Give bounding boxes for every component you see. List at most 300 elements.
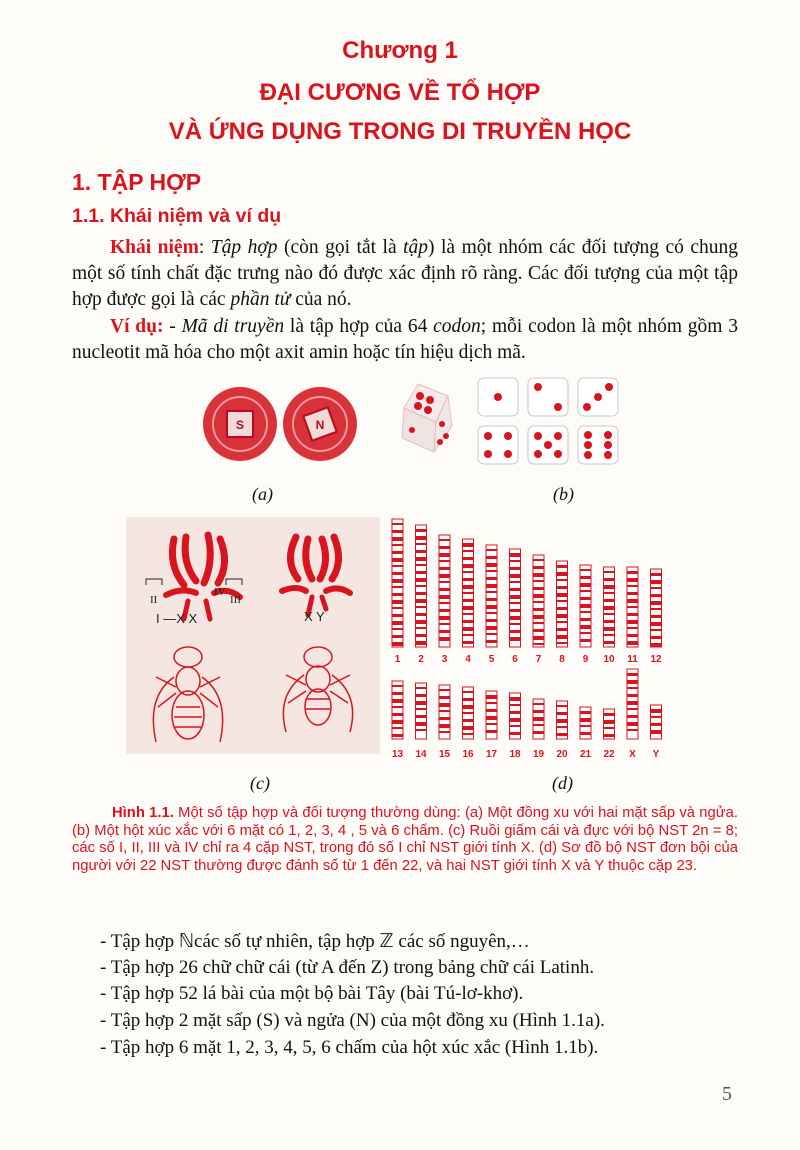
chromosome-band <box>486 619 497 622</box>
chromosome-band <box>439 609 450 612</box>
karyotype-top-chromosome-label: 11 <box>627 654 638 665</box>
concept-paragraph <box>72 235 738 313</box>
chromosome-band <box>463 719 474 722</box>
chromosome-band <box>416 627 427 629</box>
chromosome-band <box>392 600 403 604</box>
caption-text: Một số tập hợp và đối tượng thường dùng: (a) Một đồng xu với hai mặt sấp và ngửa. (b) Một hột xúc xắc với 6 mặt có 1, 2, 3, 4 , 5 và 6 chấm. (c) Ruồi giấm cái và đực với bộ NST 2n = 8; các số I, II, III và IV chỉ ra 4 cặp NST, trong đó số I chỉ NST giới tính X. (d) Sơ đồ bộ NST đơn bội của người với 22 NST thường được đánh số từ 1 đến 22, và hai NST giới tính X và Y thuộc cặp 23. <box>72 805 738 874</box>
chromosome-band <box>486 640 497 643</box>
chromosome-band <box>463 698 474 701</box>
chromosome-band <box>627 680 638 684</box>
chromosome-band <box>463 641 474 644</box>
chromosome-band <box>580 611 591 613</box>
chromosome-band <box>604 627 615 631</box>
chromosome-band <box>486 584 497 588</box>
chromosome-band <box>604 606 615 610</box>
chromosome-band <box>416 606 427 608</box>
chromosome-band <box>510 623 521 625</box>
chromosome-band <box>486 591 497 593</box>
karyotype-bottom-chromosome-label: 20 <box>556 749 568 760</box>
chromosome-band <box>627 613 638 616</box>
chromosome-band <box>392 593 403 596</box>
chromosome-band <box>651 601 662 605</box>
chromosome-band <box>486 716 497 720</box>
chromosome-band <box>627 708 638 710</box>
caption-label: Hình 1.1. <box>112 805 174 821</box>
chromosome-band <box>627 729 638 731</box>
chromosome-band <box>392 614 403 617</box>
chromosome-band <box>533 724 544 726</box>
list-item: - Tập hợp 26 chữ chữ cái (từ A đến Z) trong bảng chữ cái Latinh. <box>100 957 595 978</box>
list-item: - Tập hợp ℕcác số tự nhiên, tập hợp ℤ các số nguyên,… <box>100 931 530 952</box>
subsection-title: 1.1. Khái niệm và ví dụ <box>72 205 282 227</box>
chromosome-band <box>416 641 427 645</box>
chromosome-band <box>416 529 427 532</box>
chromosome-band <box>416 708 427 710</box>
chromosome-band <box>510 704 521 706</box>
chromosome-band <box>392 720 403 724</box>
chromosome-band <box>486 577 497 580</box>
chrom-xx-label: I —X X <box>156 611 198 626</box>
karyotype-bottom-chromosome-label: 15 <box>438 749 451 760</box>
chromosome-band <box>486 549 497 551</box>
chromosome-band <box>416 585 427 587</box>
concept-text-4: của nó. <box>290 289 352 310</box>
chromosome-band <box>651 709 662 713</box>
chromosome-band <box>557 712 568 715</box>
concept-term-short: tập <box>403 237 429 258</box>
chromosome-band <box>557 593 568 597</box>
karyotype-top-chromosome-label: 12 <box>650 654 662 665</box>
chromosome-band <box>557 565 568 568</box>
chromosome-band <box>580 597 591 600</box>
chromosome-band <box>604 641 615 644</box>
concept-term-element: phần tử <box>230 289 291 310</box>
karyotype-bottom-chromosome-label: 16 <box>462 749 474 760</box>
chromosome-band <box>510 616 521 620</box>
chromosome-band <box>510 609 521 612</box>
chromosome-band <box>416 701 427 705</box>
chromosome-band <box>604 720 615 724</box>
example-term-code: Mã di truyền <box>181 316 285 337</box>
concept-text-3: ) là một nhóm các đối tượng có chung một số tính chất đặc trưng nào đó được xác định rõ ràng. Các đối tượng của một tập hợp được gọi là các <box>72 237 739 310</box>
chromosome-band <box>416 557 427 561</box>
chromosome-band <box>557 719 568 723</box>
chromosome-band <box>533 636 544 640</box>
chromosome-band <box>463 634 474 636</box>
chromosome-band <box>392 635 403 638</box>
karyotype-bottom-chromosome-label: 14 <box>415 749 427 760</box>
chromosome-band <box>533 594 544 598</box>
chromosome-band <box>392 579 403 583</box>
chromosome-band <box>439 560 450 562</box>
chromosome-band <box>557 621 568 623</box>
chromosome-band <box>627 701 638 705</box>
chromosome-band <box>627 722 638 726</box>
chromosome-band <box>439 703 450 707</box>
chromosome-band <box>580 711 591 714</box>
figure-label-b: (b) <box>553 484 574 504</box>
chromosome-band <box>533 731 544 734</box>
chromosome-band <box>651 629 662 631</box>
chromosome-band <box>533 559 544 561</box>
chromosome-band <box>557 726 568 728</box>
chromosome-band <box>604 585 615 589</box>
chromosome-band <box>486 695 497 699</box>
chromosome-band <box>439 588 450 591</box>
chromosome-band <box>557 607 568 610</box>
chromosome-band <box>651 587 662 589</box>
chromosome-band <box>510 581 521 583</box>
chromosome-band <box>416 694 427 697</box>
chromosome-band <box>533 710 544 713</box>
chromosome-band <box>463 613 474 615</box>
chromosome-band <box>416 722 427 726</box>
chromosome-band <box>439 616 450 620</box>
chromosome-band <box>510 588 521 591</box>
chromosome-band <box>463 733 474 735</box>
chromosome-band <box>416 715 427 718</box>
example-text-2: là tập hợp của 64 <box>284 316 434 337</box>
example-text-3: ; mỗi codon là một nhóm gồm 3 nucleotit mã hóa cho một axit amin hoặc tín hiệu dịch mã. <box>72 316 738 363</box>
chromosome-band <box>627 673 638 676</box>
chromosome-band <box>416 620 427 624</box>
chromosome-band <box>557 600 568 602</box>
example-paragraph <box>72 314 738 366</box>
chapter-title-line2: VÀ ỨNG DỤNG TRONG DI TRUYỀN HỌC <box>168 118 632 145</box>
chromosome-band <box>392 706 403 708</box>
chromosome-band <box>439 630 450 633</box>
chromosome-band <box>416 536 427 540</box>
chromosome-band <box>604 727 615 729</box>
chromosome-band <box>392 607 403 609</box>
chromosome-band <box>510 560 521 562</box>
chromosome-band <box>392 586 403 588</box>
chromosome-band <box>439 710 450 712</box>
chromosome-band <box>463 557 474 560</box>
karyotype-bottom-chromosome-label: Y <box>652 749 660 760</box>
chromosome-band <box>627 627 638 629</box>
dice-illustration <box>390 376 630 468</box>
chromosome-band <box>392 565 403 567</box>
chromosome-band <box>439 724 450 728</box>
karyotype-bottom-chromosome-label: 17 <box>485 749 498 760</box>
chromosome-band <box>392 713 403 716</box>
chromosome-band <box>580 725 591 727</box>
chromosome-band <box>604 571 615 573</box>
karyotype-top-chromosome-label: 9 <box>582 654 589 665</box>
chromosome-band <box>651 636 662 639</box>
chromosome-band <box>557 635 568 639</box>
section-title: 1. TẬP HỢP <box>72 169 202 195</box>
chromosome-band <box>557 579 568 581</box>
chromosome-band <box>416 564 427 566</box>
chromosome-band <box>392 692 403 695</box>
chromosome-band <box>486 570 497 572</box>
chromosome-band <box>439 696 450 699</box>
chromosome-band <box>486 626 497 630</box>
karyotype-top-chromosome-label: 5 <box>488 654 495 665</box>
chromosome-band <box>533 587 544 590</box>
chromosome-band <box>510 637 521 641</box>
chromosome-band <box>392 551 403 554</box>
chromosome-band <box>486 598 497 601</box>
chromosome-band <box>486 702 497 704</box>
chromosome-band <box>510 595 521 599</box>
chromosome-band <box>416 550 427 553</box>
chromosome-band <box>463 726 474 730</box>
chromosome-band <box>392 544 403 546</box>
chromosome-band <box>580 618 591 621</box>
chromosome-band <box>604 613 615 615</box>
chromosome-band <box>627 634 638 637</box>
chromosome-band <box>510 630 521 633</box>
chromosome-band <box>533 573 544 577</box>
chromosome-band <box>463 550 474 552</box>
chromosome-band <box>416 571 427 574</box>
chromosome-band <box>627 599 638 603</box>
chromosome-band <box>463 564 474 568</box>
chromosome-band <box>439 602 450 604</box>
chromosome-band <box>604 713 615 716</box>
chromosome-band <box>604 599 615 602</box>
chromosome-band <box>651 615 662 618</box>
chromosome-band <box>533 615 544 619</box>
chromosome-band <box>439 567 450 570</box>
chromosome-band <box>392 628 403 630</box>
chrom-iv-label: IV <box>214 586 226 598</box>
chromosome-band <box>416 687 427 689</box>
chromosome-band <box>486 556 497 559</box>
chromosome-band <box>627 578 638 582</box>
chromosome-band <box>651 716 662 718</box>
chromosome-band <box>486 730 497 733</box>
chromosome-band <box>627 585 638 587</box>
chromosome-band <box>580 718 591 722</box>
chromosome-band <box>627 641 638 645</box>
chrom-ii-label: II <box>150 594 158 606</box>
chapter-label: Chương 1 <box>342 37 458 64</box>
list-item: - Tập hợp 52 lá bài của một bộ bài Tây (bài Tú-lơ-khơ). <box>100 983 524 1004</box>
chromosome-band <box>580 625 591 629</box>
chromosome-band <box>463 571 474 573</box>
chromosome-band <box>651 594 662 597</box>
chromosome-band <box>463 599 474 602</box>
chromosome-band <box>557 705 568 707</box>
coin-s-text: S <box>235 418 245 432</box>
chromosome-band <box>392 685 403 687</box>
karyotype-top-chromosome-label: 1 <box>394 654 401 665</box>
coin-illustration <box>200 380 370 468</box>
figure-label-d: (d) <box>552 773 573 793</box>
chromosome-band <box>416 729 427 731</box>
karyotype-figure <box>384 517 684 767</box>
concept-text-2: (còn gọi tắt là <box>277 237 404 258</box>
chromosome-band <box>604 734 615 737</box>
chromosome-band <box>533 717 544 721</box>
karyotype-bottom-chromosome-label: 18 <box>509 749 521 760</box>
chromosome-band <box>486 723 497 725</box>
chromosome-band <box>533 629 544 632</box>
karyotype-bottom-chromosome <box>392 681 403 739</box>
chromosome-band <box>392 699 403 703</box>
chromosome-band <box>651 643 662 647</box>
karyotype-top-chromosome-label: 3 <box>441 654 448 665</box>
chromosome-band <box>439 574 450 578</box>
figure-label-a: (a) <box>252 484 273 504</box>
chromosome-band <box>439 581 450 583</box>
chromosome-band <box>463 606 474 610</box>
list-item: - Tập hợp 2 mặt sấp (S) và ngửa (N) của một đồng xu (Hình 1.1a). <box>100 1010 605 1031</box>
chromosome-band <box>416 613 427 616</box>
karyotype-top-chromosome-label: 10 <box>603 654 615 665</box>
chromosome-band <box>463 620 474 623</box>
chromosome-band <box>392 530 403 533</box>
chromosome-band <box>392 523 403 525</box>
chromosome-band <box>510 602 521 604</box>
concept-text-1: : <box>198 237 211 258</box>
chromosome-band <box>486 709 497 712</box>
chromosome-band <box>580 583 591 587</box>
chromosome-band <box>557 614 568 618</box>
karyotype-top-chromosome-label: 4 <box>465 654 471 665</box>
chromosome-band <box>439 717 450 720</box>
concept-label: Khái niệm <box>110 237 199 258</box>
chapter-title-line1: ĐẠI CƯƠNG VỀ TỔ HỢP <box>259 79 541 106</box>
chromosome-band <box>392 558 403 562</box>
coin-n-text: N <box>315 418 325 432</box>
chromosome-band <box>486 605 497 609</box>
chromosome-band <box>580 604 591 608</box>
chromosome-band <box>533 601 544 603</box>
chromosome-band <box>557 572 568 576</box>
chromosome-band <box>580 590 591 592</box>
karyotype-top-chromosome-label: 2 <box>418 654 424 665</box>
chromosome-band <box>416 543 427 545</box>
chromosome-band <box>533 643 544 645</box>
chromosome-band <box>533 580 544 582</box>
chromosome-band <box>651 580 662 584</box>
chromosome-band <box>392 537 403 541</box>
chromosome-band <box>510 574 521 578</box>
karyotype-bottom-chromosome-label: X <box>629 749 636 760</box>
chromosome-band <box>463 627 474 631</box>
chromosome-band <box>392 727 403 729</box>
chromosome-band <box>439 623 450 625</box>
karyotype-top-chromosome-label: 7 <box>535 654 542 665</box>
example-term-codon: codon <box>433 316 481 337</box>
chrom-xy-label: X Y <box>304 609 325 624</box>
chromosome-band <box>627 687 638 689</box>
chromosome-band <box>439 553 450 557</box>
page-number: 5 <box>722 1083 732 1105</box>
chromosome-band <box>486 612 497 614</box>
chromosome-band <box>439 731 450 733</box>
chromosome-band <box>533 703 544 705</box>
chromosome-band <box>510 725 521 727</box>
chromosome-band <box>392 621 403 625</box>
chromosome-band <box>580 576 591 579</box>
karyotype-bottom-chromosome-label: 22 <box>603 749 615 760</box>
concept-term-set: Tập hợp <box>210 237 278 258</box>
karyotype-top-chromosome-label: 8 <box>559 654 565 665</box>
example-label: Ví dụ: <box>110 316 164 337</box>
chromosome-band <box>651 573 662 576</box>
chromosome-band <box>580 639 591 642</box>
drosophila-figure <box>126 517 380 754</box>
chromosome-band <box>392 642 403 646</box>
figure-caption <box>72 805 738 875</box>
chromosome-band <box>416 634 427 637</box>
chromosome-band <box>510 732 521 735</box>
figure-label-c: (c) <box>250 773 270 793</box>
chromosome-band <box>510 711 521 714</box>
chromosome-band <box>651 608 662 610</box>
chromosome-band <box>580 569 591 571</box>
chromosome-band <box>651 622 662 626</box>
karyotype-bottom-chromosome-label: 19 <box>532 749 545 760</box>
chromosome-band <box>486 563 497 567</box>
chromosome-band <box>463 691 474 693</box>
chromosome-band <box>604 592 615 594</box>
chromosome-band <box>533 608 544 611</box>
chromosome-band <box>463 578 474 581</box>
chromosome-band <box>439 595 450 599</box>
die-3d <box>402 384 452 452</box>
chromosome-band <box>651 730 662 734</box>
chromosome-band <box>463 592 474 594</box>
chromosome-band <box>651 723 662 726</box>
list-item: - Tập hợp 6 mặt 1, 2, 3, 4, 5, 6 chấm của hột xúc xắc (Hình 1.1b). <box>100 1037 599 1058</box>
chromosome-band <box>463 585 474 589</box>
chromosome-band <box>392 734 403 737</box>
chromosome-band <box>580 732 591 735</box>
chromosome-band <box>627 715 638 718</box>
chromosome-band <box>533 566 544 569</box>
chromosome-band <box>627 606 638 608</box>
chromosome-band <box>604 620 615 623</box>
chromosome-band <box>439 546 450 549</box>
chromosome-band <box>627 592 638 595</box>
chromosome-band <box>416 592 427 595</box>
chromosome-band <box>604 578 615 581</box>
chromosome-band <box>533 622 544 624</box>
karyotype-top-chromosome-label: 6 <box>512 654 518 665</box>
chrom-iii-label: III <box>230 594 241 606</box>
chromosome-band <box>392 572 403 575</box>
chromosome-band <box>439 689 450 691</box>
chromosome-band <box>439 637 450 641</box>
chromosome-band <box>604 634 615 636</box>
chromosome-band <box>486 633 497 635</box>
chromosome-band <box>439 539 450 541</box>
chromosome-band <box>510 553 521 557</box>
chromosome-band <box>627 571 638 574</box>
chromosome-band <box>510 567 521 570</box>
karyotype-top-chromosome <box>486 545 497 647</box>
chromosome-band <box>416 599 427 603</box>
chromosome-band <box>510 718 521 722</box>
chromosome-band <box>463 712 474 714</box>
chromosome-band <box>416 578 427 582</box>
chromosome-band <box>557 733 568 736</box>
karyotype-bottom-chromosome-label: 21 <box>579 749 592 760</box>
karyotype-bottom-chromosome-label: 13 <box>391 749 404 760</box>
chromosome-band <box>463 705 474 709</box>
chromosome-band <box>463 543 474 547</box>
chromosome-band <box>510 697 521 701</box>
chromosome-band <box>557 628 568 631</box>
chromosome-band <box>627 620 638 624</box>
